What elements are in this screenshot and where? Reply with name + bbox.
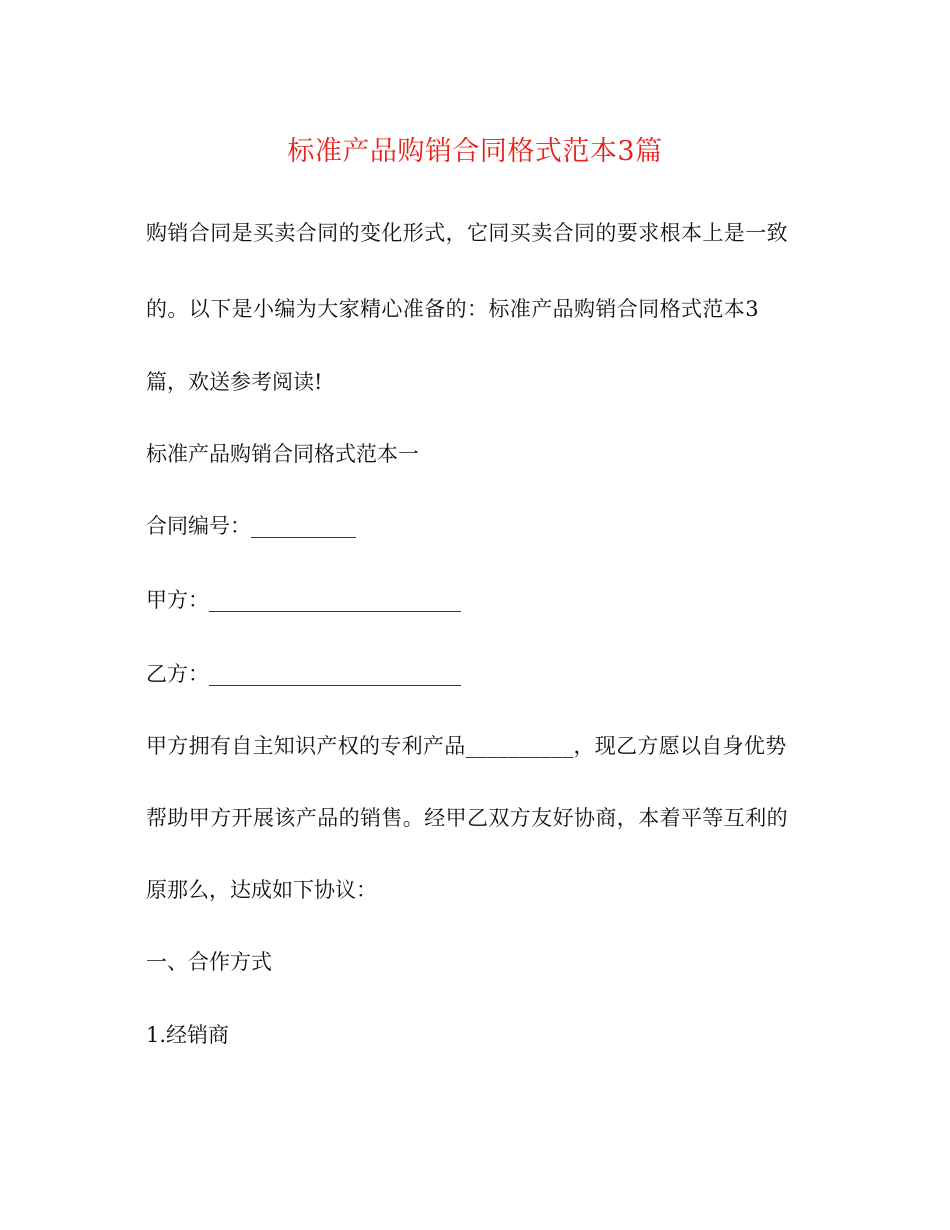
section-heading: 标准产品购销合同格式范本一 <box>146 442 419 466</box>
clause-heading: 一、合作方式 <box>146 950 272 974</box>
party-a-line: 甲方：________________________ <box>146 588 461 612</box>
paragraph-line: 原那么，达成如下协议： <box>146 878 377 902</box>
document-title: 标准产品购销合同格式范本3篇 <box>287 136 663 167</box>
party-b-line: 乙方：________________________ <box>146 662 461 686</box>
paragraph-line: 甲方拥有自主知识产权的专利产品__________，现乙方愿以自身优势 <box>146 734 787 758</box>
paragraph-line: 篇，欢送参考阅读! <box>146 370 323 394</box>
clause-item: 1.经销商 <box>146 1023 230 1047</box>
paragraph-line: 购销合同是买卖合同的变化形式，它同买卖合同的要求根本上是一致 <box>146 221 788 245</box>
paragraph-line: 的。以下是小编为大家精心准备的：标准产品购销合同格式范本3 <box>146 297 759 321</box>
paragraph-line: 帮助甲方开展该产品的销售。经甲乙双方友好协商，本着平等互利的 <box>146 806 788 830</box>
contract-number-line: 合同编号：__________ <box>146 514 356 538</box>
